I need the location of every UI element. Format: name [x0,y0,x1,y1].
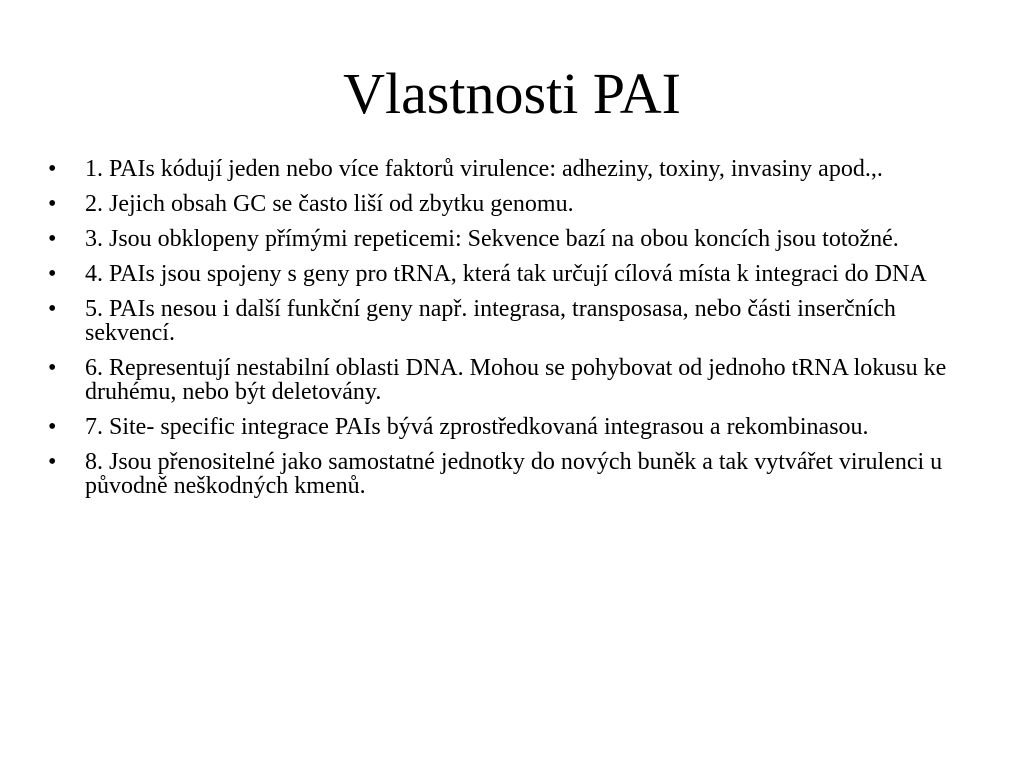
bullet-list [48,157,948,509]
bullet-text: 1. PAIs kódují jeden nebo více faktorů virulence: adheziny, toxiny, invasiny apod.,. [85,156,883,182]
bullet-item-1 [48,157,948,181]
bullet-icon: • [48,226,57,252]
bullet-text: 4. PAIs jsou spojeny s geny pro tRNA, která tak určují cílová místa k integraci do DNA [85,261,927,287]
bullet-icon: • [48,156,57,182]
bullet-text: 5. PAIs nesou i další funkční geny např. integrasa, transposasa, nebo části inserčních sekvencí. [85,296,896,346]
bullet-item-6 [48,356,948,404]
bullet-item-3 [48,227,948,251]
bullet-icon: • [48,191,57,217]
bullet-icon: • [48,414,57,440]
bullet-text: 8. Jsou přenositelné jako samostatné jednotky do nových buněk a tak vytvářet virulenci u původně neškodných kmenů. [85,449,943,499]
bullet-icon: • [48,449,57,475]
bullet-text: 6. Representují nestabilní oblasti DNA. Mohou se pohybovat od jednoho tRNA lokusu ke druhému, nebo být deletovány. [85,355,947,405]
bullet-text: 3. Jsou obklopeny přímými repeticemi: Sekvence bazí na obou koncích jsou totožné. [85,226,899,252]
bullet-text: 7. Site- specific integrace PAIs bývá zprostředkovaná integrasou a rekombinasou. [85,414,869,440]
bullet-item-4 [48,262,948,286]
bullet-text: 2. Jejich obsah GC se často liší od zbytku genomu. [85,191,574,217]
bullet-item-8 [48,450,948,498]
bullet-item-2 [48,192,948,216]
bullet-icon: • [48,296,57,322]
bullet-item-5 [48,297,948,345]
bullet-icon: • [48,355,57,381]
slide-title: Vlastnosti PAI [343,61,681,126]
bullet-icon: • [48,261,57,287]
bullet-item-7 [48,415,948,439]
